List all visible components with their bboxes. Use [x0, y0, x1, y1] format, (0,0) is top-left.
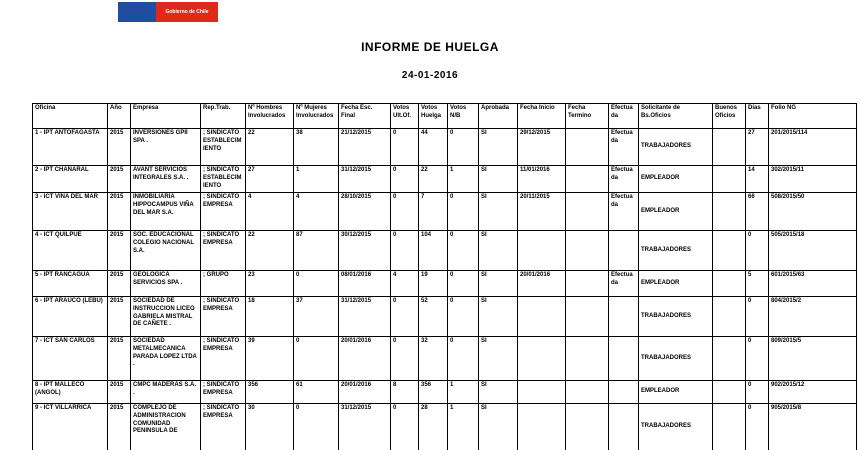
table-cell: 14: [746, 166, 769, 193]
table-cell: 0: [746, 231, 769, 271]
column-header: Empresa: [131, 104, 201, 129]
table-cell: 902/2015/12: [769, 381, 857, 404]
table-cell: CMPC MADERAS S.A. .: [131, 381, 201, 404]
table-cell: [713, 166, 746, 193]
table-cell: 31/12/2015: [339, 297, 391, 337]
table-cell: [518, 404, 566, 450]
column-header: Votos Huelga: [419, 104, 448, 129]
table-cell: 37: [294, 297, 339, 337]
table-cell: 39: [246, 337, 294, 381]
table-cell: SOC. EDUCACIONAL COLEGIO NACIONAL S.A.: [131, 231, 201, 271]
table-cell: EMPLEADOR: [639, 271, 713, 297]
table-cell: [518, 231, 566, 271]
table-cell: ; SINDICATO EMPRESA: [201, 297, 246, 337]
table-cell: 2015: [108, 337, 131, 381]
table-cell: 0: [391, 404, 419, 450]
table-cell: 21/12/2015: [339, 129, 391, 166]
table-cell: 66: [746, 193, 769, 231]
table-cell: 0: [294, 337, 339, 381]
table-cell: TRABAJADORES: [639, 337, 713, 381]
table-cell: 0: [294, 404, 339, 450]
table-cell: 356: [419, 381, 448, 404]
table-cell: 0: [448, 337, 479, 381]
table-row: [33, 193, 857, 231]
table-cell: 0: [391, 231, 419, 271]
table-cell: 7: [419, 193, 448, 231]
table-cell: 8 - IPT MALLECO (ANGOL): [33, 381, 108, 404]
table-cell: 0: [448, 297, 479, 337]
table-cell: 08/01/2016: [339, 271, 391, 297]
table-cell: 1: [294, 166, 339, 193]
table-cell: [713, 381, 746, 404]
table-cell: 601/2015/63: [769, 271, 857, 297]
column-header: Nº Hombres Involucrados: [246, 104, 294, 129]
table-cell: 2015: [108, 297, 131, 337]
table-cell: 2015: [108, 404, 131, 450]
table-cell: [518, 337, 566, 381]
table-cell: 0: [391, 193, 419, 231]
table-cell: 104: [419, 231, 448, 271]
table-cell: [566, 193, 609, 231]
table-cell: [566, 337, 609, 381]
table-cell: ; GRUPO: [201, 271, 246, 297]
table-cell: 0: [391, 129, 419, 166]
table-cell: SI: [479, 231, 518, 271]
table-row: [33, 381, 857, 404]
table-cell: SOCIEDAD DE INSTRUCCION LICEO GABRIELA MISTRAL DE CAÑETE .: [131, 297, 201, 337]
table-cell: 28/10/2015: [339, 193, 391, 231]
column-header: Aprobada: [479, 104, 518, 129]
table-cell: [566, 271, 609, 297]
table-cell: 30/12/2015: [339, 231, 391, 271]
report-table-container: [32, 103, 856, 450]
logo-blue-block: [118, 2, 156, 22]
table-cell: 0: [448, 129, 479, 166]
table-cell: Efectuada: [609, 271, 639, 297]
table-cell: 22: [246, 129, 294, 166]
table-cell: Efectuada: [609, 129, 639, 166]
table-cell: 27: [246, 166, 294, 193]
table-cell: [609, 297, 639, 337]
column-header: Días: [746, 104, 769, 129]
table-cell: SI: [479, 129, 518, 166]
table-cell: TRABAJADORES: [639, 297, 713, 337]
table-cell: [566, 381, 609, 404]
table-cell: EMPLEADOR: [639, 193, 713, 231]
table-cell: 201/2015/114: [769, 129, 857, 166]
table-cell: 61: [294, 381, 339, 404]
column-header: Votos Ult.Of.: [391, 104, 419, 129]
table-cell: 4: [246, 193, 294, 231]
table-cell: 20/11/2015: [518, 193, 566, 231]
table-cell: 20/01/2016: [339, 381, 391, 404]
table-cell: 508/2015/50: [769, 193, 857, 231]
table-cell: [713, 271, 746, 297]
table-cell: [566, 231, 609, 271]
table-cell: 5: [746, 271, 769, 297]
table-row: [33, 166, 857, 193]
table-cell: 87: [294, 231, 339, 271]
table-cell: 4 - ICT QUILPUE: [33, 231, 108, 271]
table-cell: 19: [419, 271, 448, 297]
table-cell: 1: [448, 166, 479, 193]
table-cell: 804/2015/2: [769, 297, 857, 337]
table-cell: [566, 166, 609, 193]
column-header: Fecha Inicio: [518, 104, 566, 129]
table-header: [33, 104, 857, 129]
table-cell: 2015: [108, 231, 131, 271]
table-row: [33, 297, 857, 337]
table-cell: 3 - ICT VIÑA DEL MAR: [33, 193, 108, 231]
table-cell: 2 - IPT CHAÑARAL: [33, 166, 108, 193]
table-cell: 11/01/2016: [518, 166, 566, 193]
table-cell: 0: [746, 404, 769, 450]
table-cell: [609, 381, 639, 404]
logo-red-block: [156, 2, 218, 22]
table-cell: 52: [419, 297, 448, 337]
table-cell: [713, 231, 746, 271]
table-cell: [566, 129, 609, 166]
table-cell: [713, 337, 746, 381]
column-header: Nº Mujeres Involucrados: [294, 104, 339, 129]
table-cell: 905/2015/8: [769, 404, 857, 450]
report-title: INFORME DE HUELGA: [361, 40, 499, 54]
table-cell: 30: [246, 404, 294, 450]
table-cell: 9 - ICT VILLARRICA: [33, 404, 108, 450]
column-header: Buenos Oficios: [713, 104, 746, 129]
table-cell: SI: [479, 297, 518, 337]
table-cell: 0: [391, 166, 419, 193]
table-cell: [713, 193, 746, 231]
table-cell: ; SINDICATO ESTABLECIMIENTO: [201, 129, 246, 166]
report-date: 24-01-2016: [401, 70, 459, 81]
table-cell: 2015: [108, 381, 131, 404]
table-cell: 2015: [108, 129, 131, 166]
column-header: Fecha Esc. Final: [339, 104, 391, 129]
table-cell: TRABAJADORES: [639, 231, 713, 271]
table-cell: TRABAJADORES: [639, 129, 713, 166]
table-cell: [713, 129, 746, 166]
table-cell: 31/12/2015: [339, 166, 391, 193]
column-header: Año: [108, 104, 131, 129]
table-cell: 505/2015/18: [769, 231, 857, 271]
table-cell: 22: [419, 166, 448, 193]
table-cell: 8: [391, 381, 419, 404]
table-cell: 1 - IPT ANTOFAGASTA: [33, 129, 108, 166]
table-cell: COMPLEJO DE ADMINISTRACION COMUNIDAD PENINSULA DE: [131, 404, 201, 450]
table-cell: SI: [479, 381, 518, 404]
table-cell: [518, 297, 566, 337]
table-cell: 20/01/2016: [339, 337, 391, 381]
table-cell: [566, 297, 609, 337]
table-cell: [713, 404, 746, 450]
table-cell: 0: [746, 297, 769, 337]
column-header: Solicitante de Bs.Oficios: [639, 104, 713, 129]
column-header: Rep.Trab.: [201, 104, 246, 129]
table-row: [33, 271, 857, 297]
table-cell: SI: [479, 166, 518, 193]
table-cell: 31/12/2015: [339, 404, 391, 450]
table-cell: [518, 381, 566, 404]
table-cell: 0: [448, 193, 479, 231]
table-cell: [713, 297, 746, 337]
table-cell: 32: [419, 337, 448, 381]
table-cell: 0: [391, 297, 419, 337]
table-cell: 2015: [108, 271, 131, 297]
column-header: Fecha Termino: [566, 104, 609, 129]
table-cell: 0: [746, 337, 769, 381]
table-cell: GEOLOGICA SERVICIOS SPA .: [131, 271, 201, 297]
table-cell: [609, 231, 639, 271]
table-cell: ; SINDICATO EMPRESA: [201, 337, 246, 381]
table-cell: 23: [246, 271, 294, 297]
column-header: Votos N/B: [448, 104, 479, 129]
table-cell: TRABAJADORES: [639, 404, 713, 450]
report-table: [32, 103, 857, 450]
table-cell: Efectuada: [609, 166, 639, 193]
table-cell: EMPLEADOR: [639, 166, 713, 193]
table-cell: 1: [448, 381, 479, 404]
table-cell: 22: [246, 231, 294, 271]
table-cell: 44: [419, 129, 448, 166]
column-header: Oficina: [33, 104, 108, 129]
table-cell: 7 - ICT SAN CARLOS: [33, 337, 108, 381]
table-cell: 0: [391, 337, 419, 381]
table-row: [33, 404, 857, 450]
column-header: Folio NG: [769, 104, 857, 129]
table-cell: [566, 404, 609, 450]
table-cell: 4: [294, 193, 339, 231]
logo-text: Gobierno de Chile: [165, 9, 209, 15]
table-cell: ; SINDICATO EMPRESA: [201, 193, 246, 231]
table-cell: 302/2015/11: [769, 166, 857, 193]
table-cell: 0: [448, 271, 479, 297]
table-row: [33, 231, 857, 271]
table-cell: 2015: [108, 166, 131, 193]
table-cell: 1: [448, 404, 479, 450]
table-cell: SI: [479, 404, 518, 450]
table-cell: 4: [391, 271, 419, 297]
table-cell: ; SINDICATO EMPRESA: [201, 381, 246, 404]
table-cell: AVANT SERVICIOS INTEGRALES S.A. .: [131, 166, 201, 193]
table-cell: INVERSIONES GPII SPA .: [131, 129, 201, 166]
table-cell: Efectuada: [609, 193, 639, 231]
table-cell: 20/01/2016: [518, 271, 566, 297]
table-cell: SI: [479, 193, 518, 231]
table-cell: 27: [746, 129, 769, 166]
table-cell: [609, 404, 639, 450]
header-row: [33, 104, 857, 129]
table-cell: 29/12/2015: [518, 129, 566, 166]
table-cell: 0: [294, 271, 339, 297]
table-cell: 0: [448, 231, 479, 271]
table-cell: 809/2015/5: [769, 337, 857, 381]
table-cell: SI: [479, 271, 518, 297]
table-cell: 5 - IPT RANCAGUA: [33, 271, 108, 297]
table-cell: 0: [746, 381, 769, 404]
table-cell: 28: [419, 404, 448, 450]
table-cell: 6 - IPT ARAUCO (LEBU): [33, 297, 108, 337]
table-cell: [609, 337, 639, 381]
table-cell: ; SINDICATO EMPRESA: [201, 231, 246, 271]
table-cell: 38: [294, 129, 339, 166]
table-body: [33, 129, 857, 450]
table-row: [33, 337, 857, 381]
table-cell: SI: [479, 337, 518, 381]
gobierno-de-chile-logo: [118, 2, 218, 22]
table-cell: ; SINDICATO ESTABLECIMIENTO: [201, 166, 246, 193]
table-row: [33, 129, 857, 166]
table-cell: EMPLEADOR: [639, 381, 713, 404]
table-cell: SOCIEDAD METALMECANICA PARADA LOPEZ LTDA .: [131, 337, 201, 381]
table-cell: INMOBILIARIA HIPPOCAMPUS VIÑA DEL MAR S.A.: [131, 193, 201, 231]
table-cell: 2015: [108, 193, 131, 231]
table-cell: 356: [246, 381, 294, 404]
table-cell: 18: [246, 297, 294, 337]
table-cell: ; SINDICATO EMPRESA: [201, 404, 246, 450]
column-header: Efectuada: [609, 104, 639, 129]
